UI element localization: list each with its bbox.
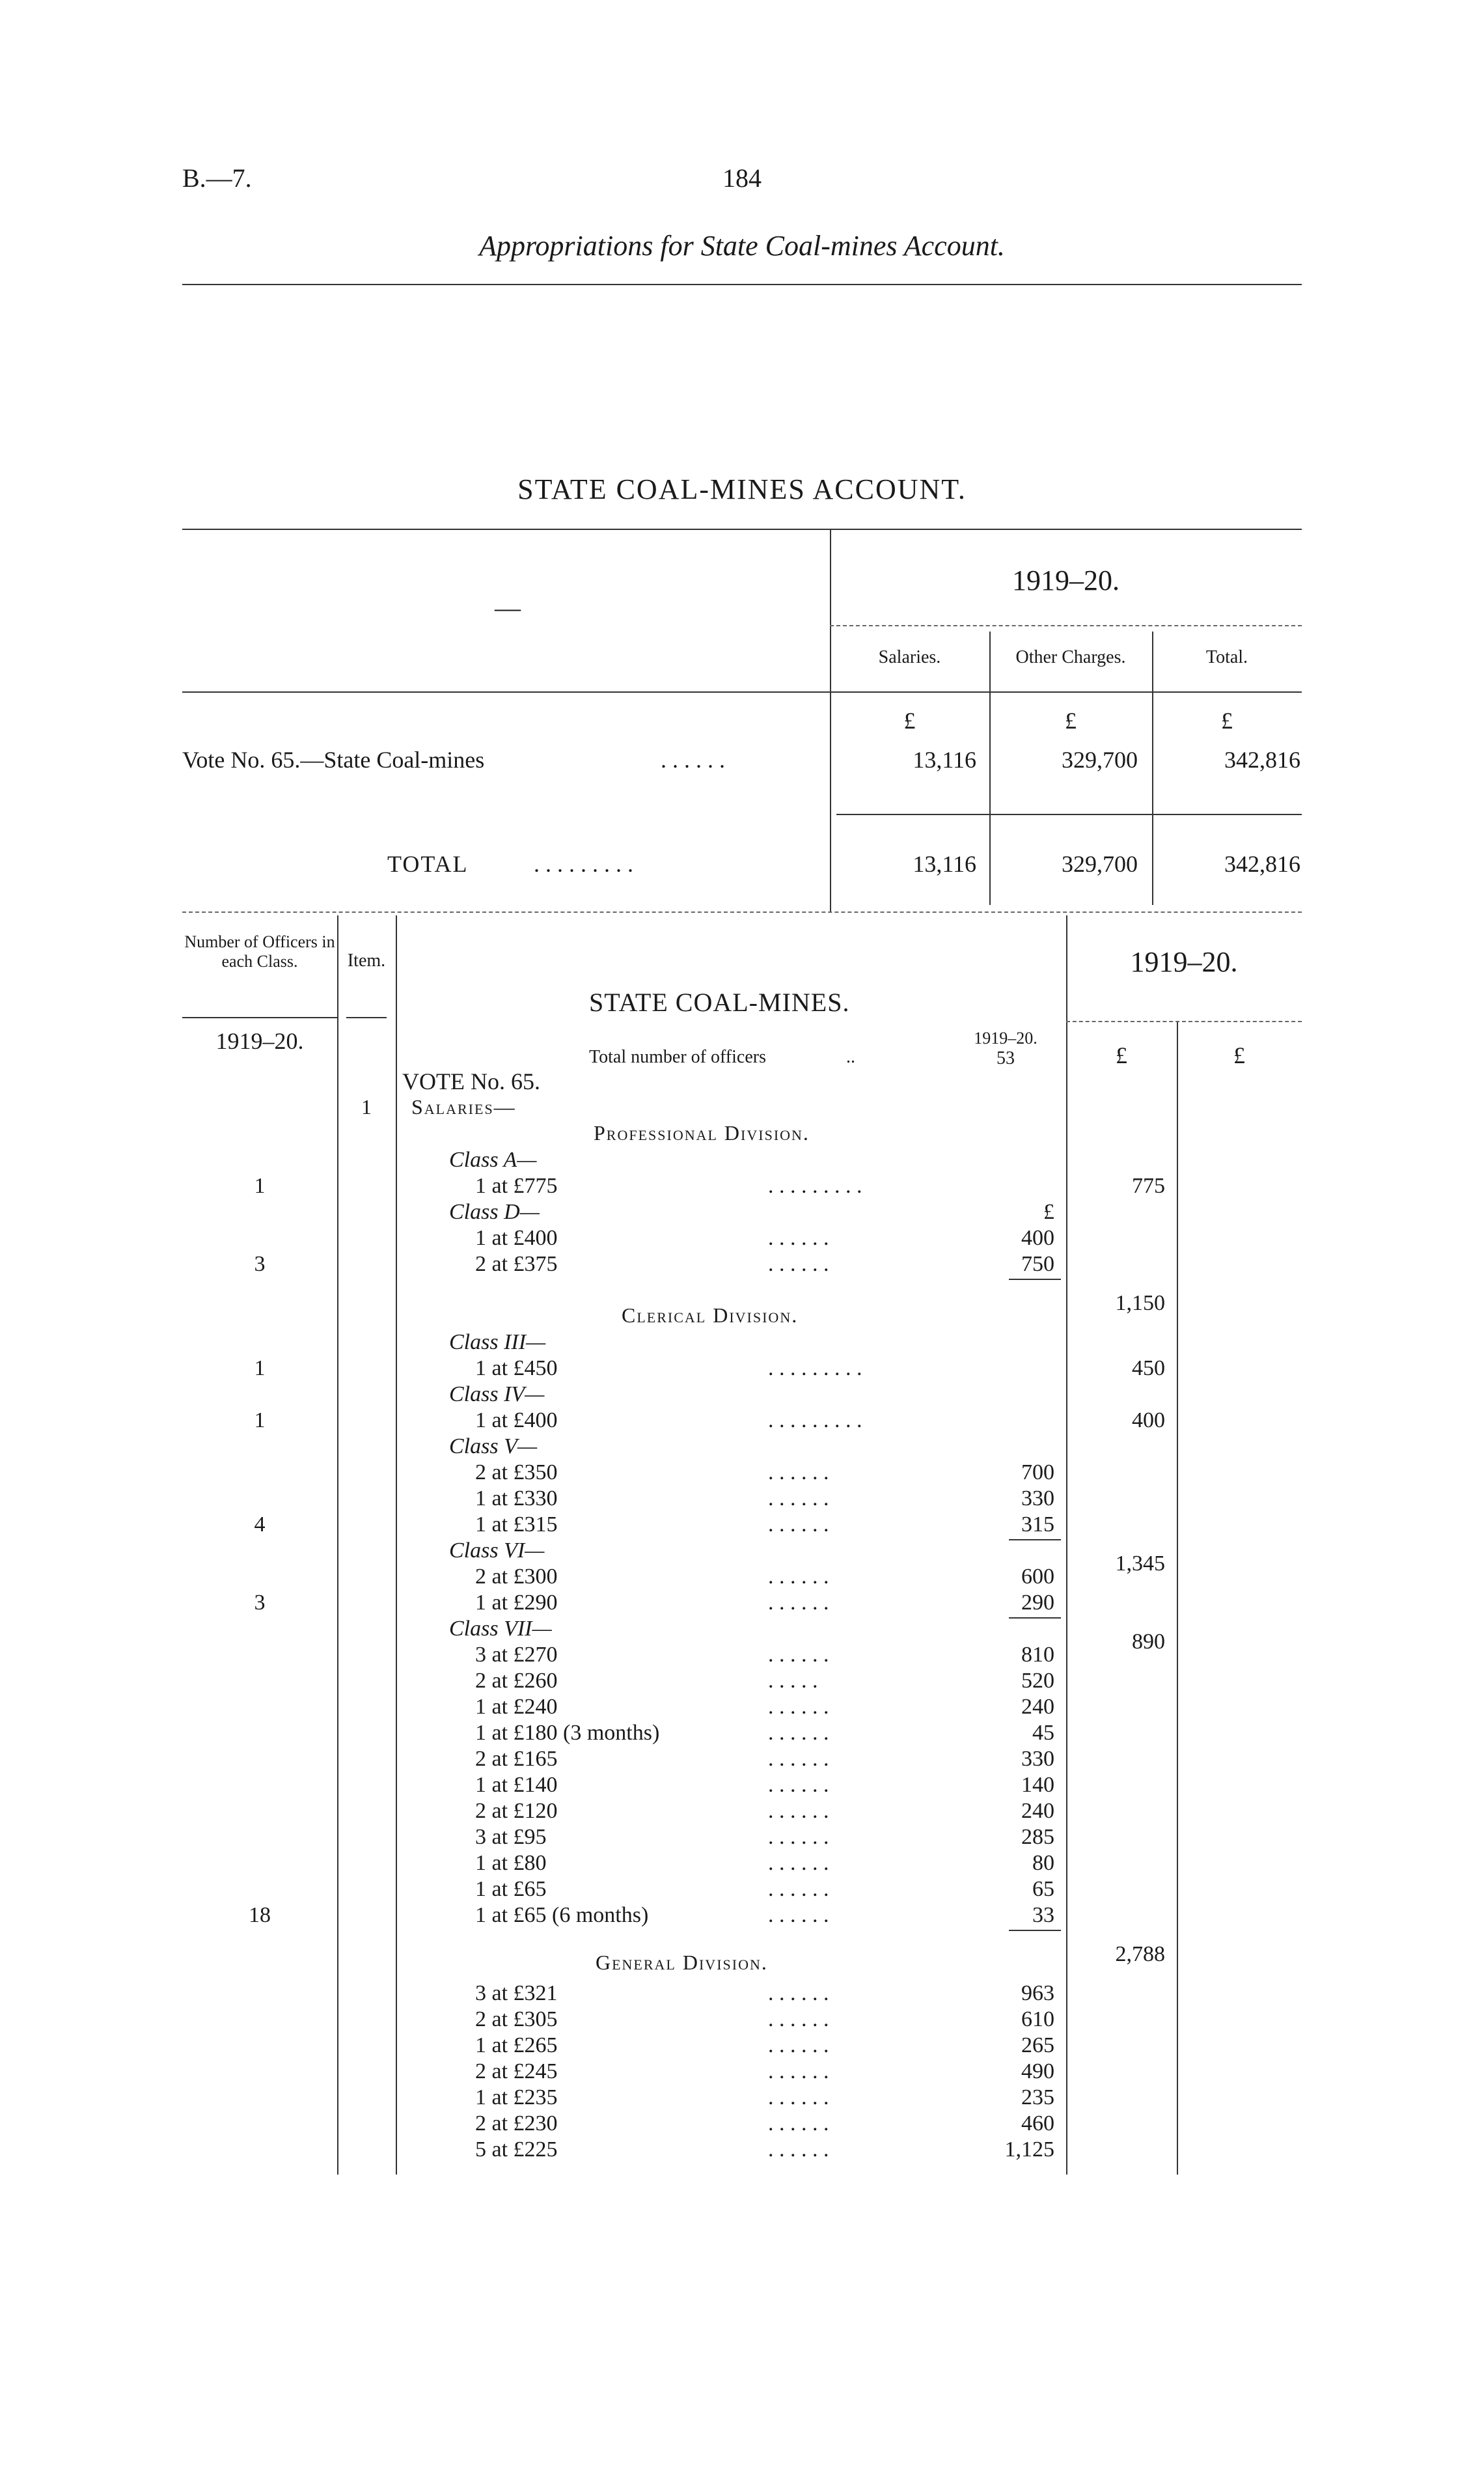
class-heading: Class VI— [449,1538,545,1563]
salary-line: 2 at £245 [475,2059,558,2083]
class-heading: Class IV— [449,1382,545,1406]
class-subtotal: 2,788 [1115,1942,1165,1966]
total-other: 329,700 [1062,851,1138,877]
officer-count: 1 [254,1408,266,1432]
line-amount: 330 [1021,1747,1054,1771]
document-reference: B.—7. [182,163,252,193]
leader-dots: . . . . . . [768,1695,829,1719]
subtotal-rule [1009,1279,1061,1280]
salaries-heading: Salaries— [411,1095,516,1119]
salary-line: 1 at £65 [475,1877,547,1901]
leader-dots: . . . . . . [768,2059,829,2083]
summary-top-rule [182,529,1302,530]
line-amount: 33 [1032,1903,1054,1927]
leader-dots: . . . . . . [768,1721,829,1745]
class-heading: Class III— [449,1330,546,1354]
section-title: STATE COAL-MINES. [589,988,850,1017]
officers-header-rule [182,1017,337,1018]
line-amount: 963 [1021,1981,1054,2005]
line-amount: 65 [1032,1877,1054,1901]
officers-year: 1919–20. [215,1028,304,1054]
line-amount: 810 [1021,1643,1054,1667]
leader-dots: . . . . . . [768,1877,829,1901]
line-amount: 285 [1021,1825,1054,1849]
salary-line: 1 at £235 [475,2085,558,2109]
salary-line: 2 at £230 [475,2111,558,2135]
leader-dots: . . . . . . . . . [768,1408,862,1432]
total-label: TOTAL [387,851,469,877]
salary-line: 2 at £120 [475,1799,558,1823]
line-amount: 600 [1021,1565,1054,1589]
class-heading: Class A— [449,1148,537,1172]
class-subtotal: 890 [1132,1630,1165,1654]
salary-line: 5 at £225 [475,2137,558,2162]
total-dots: . . . . . . . . . [534,851,633,877]
subtotal-rule [1009,1617,1061,1619]
leader-dots: . . . . . . [768,1747,829,1771]
professional-division-heading: Professional Division. [594,1121,810,1145]
salary-line: 1 at £330 [475,1486,558,1510]
class-heading: Class VII— [449,1617,552,1641]
line-amount: 140 [1021,1773,1054,1797]
total-total: 342,816 [1224,851,1300,877]
detail-col-divider-item [396,915,397,2175]
detail-year-rule [1066,1021,1302,1022]
page-number: 184 [722,163,762,193]
line-amount: 80 [1032,1851,1054,1875]
item-header-rule [346,1017,387,1018]
line-amount: 610 [1021,2007,1054,2031]
officers-dots: .. [846,1047,855,1067]
officer-count: 4 [254,1512,266,1537]
line-amount: 700 [1021,1460,1054,1484]
leader-dots: . . . . . . [768,2033,829,2057]
vote-heading: VOTE No. 65. [402,1068,540,1094]
col-salaries: Salaries. [878,647,941,667]
class-subtotal: 450 [1132,1356,1165,1380]
leader-dots: . . . . . . [768,1512,829,1537]
line-amount: 240 [1021,1695,1054,1719]
salary-line: 1 at £400 [475,1226,558,1250]
line-amount: £ [1043,1200,1054,1224]
officer-count: 3 [254,1252,266,1276]
currency-other: £ [1065,708,1077,734]
leader-dots: . . . . . . . . . [768,1174,862,1198]
salary-line: 1 at £80 [475,1851,547,1875]
leader-dots: . . . . . . . . . [768,1356,862,1380]
salary-line: 3 at £95 [475,1825,547,1849]
line-amount: 330 [1021,1486,1054,1510]
summary-dash: — [495,593,521,622]
leader-dots: . . . . . [768,1669,818,1693]
salary-line: 2 at £375 [475,1252,558,1276]
leader-dots: . . . . . . [768,1591,829,1615]
detail-col-divider-amount [1066,915,1067,2175]
summary-bottom-rule [182,911,1302,913]
detail-col-divider-total [1177,1022,1178,2175]
line-amount: 315 [1021,1512,1054,1537]
col-item-header: Item. [347,951,386,971]
line-amount: 400 [1021,1226,1054,1250]
salary-line: 1 at £265 [475,2033,558,2057]
summary-year-rule [830,625,1302,626]
clerical-division-heading: Clerical Division. [622,1303,799,1327]
leader-dots: . . . . . . [768,1851,829,1875]
officer-count: 1 [254,1174,266,1198]
leader-dots: . . . . . . [768,2137,829,2162]
salary-line: 1 at £290 [475,1591,558,1615]
salary-line: 1 at £240 [475,1695,558,1719]
subtotal-rule [1009,1539,1061,1540]
officer-count: 1 [254,1356,266,1380]
line-amount: 1,125 [1004,2137,1054,2162]
subtotal-rule [1009,1930,1061,1931]
leader-dots: . . . . . . [768,2111,829,2135]
leader-dots: . . . . . . [768,1460,829,1484]
salary-line: 2 at £305 [475,2007,558,2031]
class-heading: Class D— [449,1200,540,1224]
salary-line: 2 at £350 [475,1460,558,1484]
summary-title: STATE COAL-MINES ACCOUNT. [517,473,967,505]
line-amount: 520 [1021,1669,1054,1693]
officers-label: Total number of officers [589,1047,766,1067]
officer-count: 3 [254,1591,266,1615]
line-amount: 45 [1032,1721,1054,1745]
salary-line: 1 at £180 (3 months) [475,1721,660,1745]
salary-line: 1 at £140 [475,1773,558,1797]
class-subtotal: 1,150 [1115,1291,1165,1315]
leader-dots: . . . . . . [768,2085,829,2109]
salary-line: 2 at £300 [475,1565,558,1589]
salary-line: 3 at £270 [475,1643,558,1667]
col-officers-header: Number of Officers in each Class. [184,932,335,971]
general-division-heading: General Division. [596,1951,768,1974]
leader-dots: . . . . . . [768,1903,829,1927]
col-other-charges: Other Charges. [1015,647,1126,667]
leader-dots: . . . . . . [768,1486,829,1510]
line-amount: 290 [1021,1591,1054,1615]
officer-count: 18 [249,1903,271,1927]
leader-dots: . . . . . . [768,1643,829,1667]
line-amount: 750 [1021,1252,1054,1276]
total-rule [836,814,1302,815]
line-amount: 240 [1021,1799,1054,1823]
currency-total: £ [1221,708,1233,734]
page-subtitle: Appropriations for State Coal-mines Account. [479,230,1005,262]
salary-line: 1 at £315 [475,1512,558,1537]
summary-year: 1919–20. [1012,564,1120,596]
total-currency: £ [1233,1042,1245,1068]
vote-total: 342,816 [1224,747,1300,773]
salary-line: 2 at £260 [475,1669,558,1693]
class-subtotal: 400 [1132,1408,1165,1432]
leader-dots: . . . . . . [768,1825,829,1849]
salary-line: 1 at £65 (6 months) [475,1903,649,1927]
leader-dots: . . . . . . [768,1981,829,2005]
officers-year-label: 1919–20. [974,1029,1037,1048]
line-amount: 265 [1021,2033,1054,2057]
officers-count: 53 [996,1048,1015,1068]
line-amount: 490 [1021,2059,1054,2083]
salary-line: 1 at £450 [475,1356,558,1380]
summary-header-rule [182,691,1302,693]
salary-line: 1 at £400 [475,1408,558,1432]
currency-salaries: £ [903,708,916,734]
class-subtotal: 1,345 [1115,1551,1165,1576]
item-number: 1 [361,1095,372,1119]
class-heading: Class V— [449,1434,538,1458]
vote-dots: . . . . . . [661,747,725,773]
leader-dots: . . . . . . [768,1252,829,1276]
col-total: Total. [1205,647,1248,667]
salary-line: 3 at £321 [475,1981,558,2005]
leader-dots: . . . . . . [768,1799,829,1823]
line-amount: 460 [1021,2111,1054,2135]
detail-year-header: 1919–20. [1130,946,1238,978]
leader-dots: . . . . . . [768,1226,829,1250]
vote-label: Vote No. 65.—State Coal-mines [182,747,485,773]
leader-dots: . . . . . . [768,1773,829,1797]
leader-dots: . . . . . . [768,1565,829,1589]
salary-line: 2 at £165 [475,1747,558,1771]
class-subtotal: 775 [1132,1174,1165,1198]
header-rule [182,284,1302,285]
vote-other: 329,700 [1062,747,1138,773]
line-amount: 235 [1021,2085,1054,2109]
total-salaries: 13,116 [913,851,976,877]
vote-salaries: 13,116 [913,747,976,773]
amount-currency: £ [1116,1042,1127,1068]
salary-line: 1 at £775 [475,1174,558,1198]
leader-dots: . . . . . . [768,2007,829,2031]
